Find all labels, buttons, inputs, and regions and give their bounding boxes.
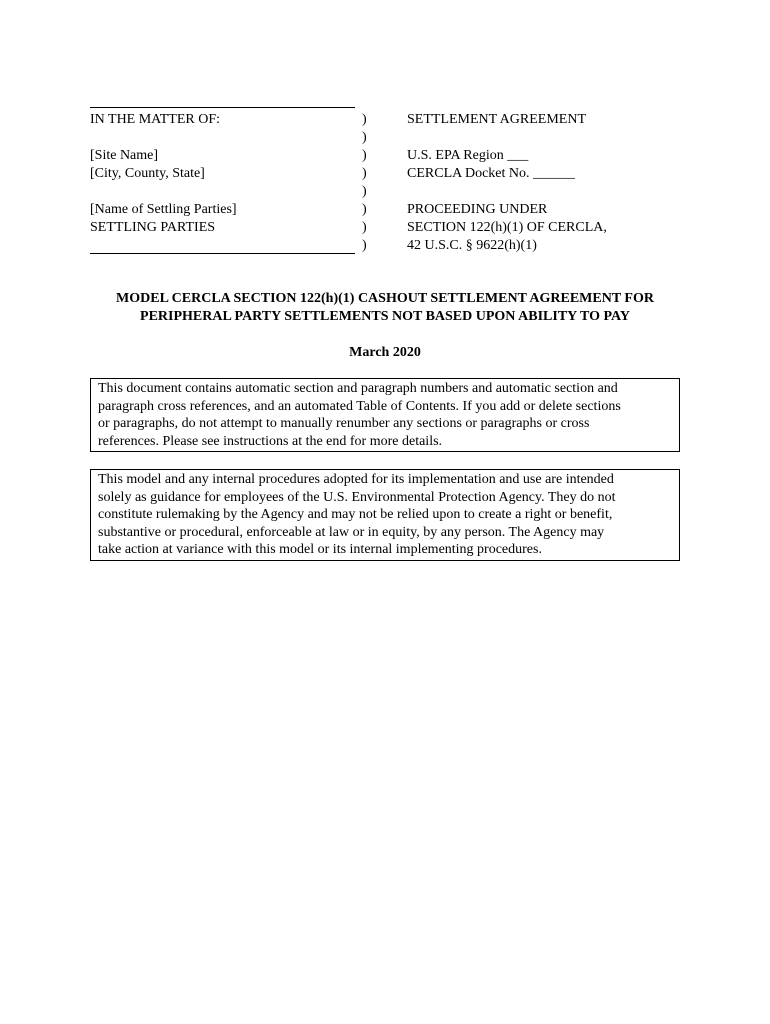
- caption-proceeding-line1: PROCEEDING UNDER: [407, 202, 548, 217]
- case-caption: [90, 96, 650, 266]
- caption-docket-number: CERCLA Docket No. ______: [407, 166, 575, 181]
- notice-line: paragraph cross references, and an automated Table of Contents. If you add or delete sections: [98, 398, 621, 414]
- notice-line: This model and any internal procedures adopted for its implementation and use are intended: [98, 472, 614, 487]
- disclaimer-notice-box: [90, 469, 680, 561]
- caption-paren: ): [362, 166, 367, 181]
- automation-notice-box: [90, 378, 680, 452]
- caption-proceeding-line2: SECTION 122(h)(1) OF CERCLA,: [407, 220, 607, 235]
- caption-settling-parties-name: [Name of Settling Parties]: [90, 202, 237, 217]
- caption-site-name: [Site Name]: [90, 148, 159, 163]
- caption-paren: ): [362, 184, 367, 199]
- caption-proceeding-line3: 42 U.S.C. § 9622(h)(1): [407, 238, 537, 253]
- document-title: [90, 290, 680, 326]
- caption-paren: ): [362, 112, 367, 127]
- caption-paren: ): [362, 238, 367, 253]
- notice-line: or paragraphs, do not attempt to manually renumber any sections or paragraphs or cross: [98, 416, 590, 431]
- notice-line: This document contains automatic section and paragraph numbers and automatic section and: [98, 381, 618, 396]
- caption-settling-parties-label: SETTLING PARTIES: [90, 220, 216, 235]
- caption-paren: ): [362, 220, 367, 235]
- notice-line: substantive or procedural, enforceable at law or in equity, by any person. The Agency may: [98, 524, 605, 540]
- caption-agreement-type: SETTLEMENT AGREEMENT: [407, 112, 587, 127]
- caption-paren: ): [362, 202, 367, 217]
- caption-top-rule: [90, 107, 355, 108]
- caption-paren: ): [362, 148, 367, 163]
- notice-line: references. Please see instructions at the end for more details.: [98, 433, 443, 449]
- notice-line: take action at variance with this model or its internal implementing procedures.: [98, 542, 542, 557]
- caption-paren: ): [362, 130, 367, 145]
- document-title-line1: MODEL CERCLA SECTION 122(h)(1) CASHOUT SETTLEMENT AGREEMENT FOR: [116, 291, 654, 306]
- notice-line: solely as guidance for employees of the U.S. Environmental Protection Agency. They do not: [98, 489, 616, 505]
- document-date: March 2020: [349, 345, 421, 360]
- caption-bottom-rule: [90, 253, 355, 254]
- caption-site-location: [City, County, State]: [90, 166, 205, 181]
- document-title-line2: PERIPHERAL PARTY SETTLEMENTS NOT BASED UPON ABILITY TO PAY: [140, 309, 630, 324]
- caption-matter-label: IN THE MATTER OF:: [90, 112, 221, 127]
- notice-line: constitute rulemaking by the Agency and may not be relied upon to create a right or benefit,: [98, 507, 613, 522]
- caption-epa-region: U.S. EPA Region ___: [407, 148, 529, 163]
